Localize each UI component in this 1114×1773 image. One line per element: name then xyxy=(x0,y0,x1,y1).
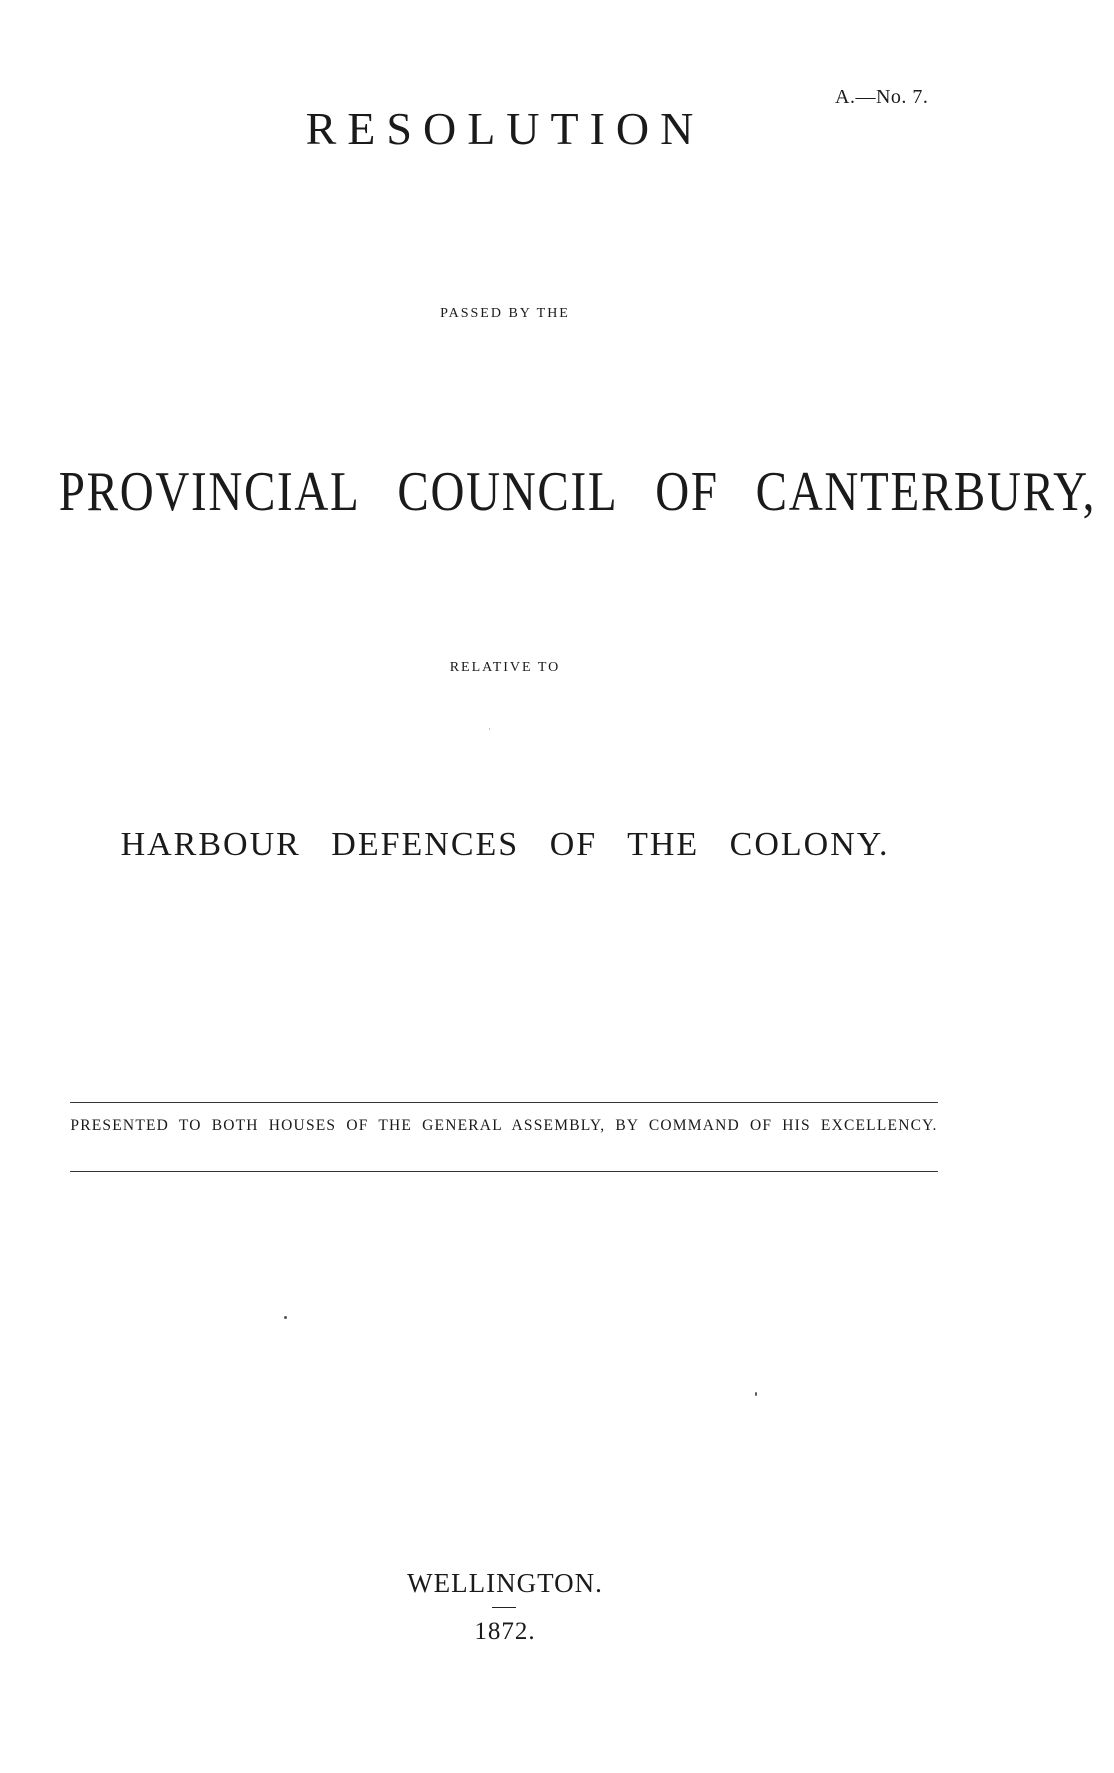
paper-speck xyxy=(284,1316,287,1319)
title-harbour-defences: HARBOUR DEFENCES OF THE COLONY. xyxy=(120,826,890,863)
relative-to-line: RELATIVE TO xyxy=(449,660,561,675)
paper-speck xyxy=(755,1392,757,1396)
imprint-place: WELLINGTON. xyxy=(407,1568,603,1598)
imprint-year: 1872. xyxy=(474,1618,536,1645)
title-word: CANTERBURY, xyxy=(755,461,1097,523)
paper-reference: A.—No. 7. xyxy=(835,86,929,108)
paper-speck xyxy=(489,728,490,730)
title-word: COUNCIL xyxy=(397,461,619,523)
title-provincial-council xyxy=(0,460,1097,524)
imprint-dash xyxy=(492,1607,516,1608)
passed-by-line: PASSED BY THE xyxy=(440,306,570,321)
divider-top xyxy=(70,1102,938,1103)
presentation-note: PRESENTED TO BOTH HOUSES OF THE GENERAL ASSEMBLY, BY COMMAND OF HIS EXCELLENCY. xyxy=(70,1117,938,1134)
title-word: PROVINCIAL xyxy=(58,461,361,523)
title-word: OF xyxy=(655,461,719,523)
title-resolution: RESOLUTION xyxy=(305,103,705,154)
divider-bottom xyxy=(70,1171,938,1172)
